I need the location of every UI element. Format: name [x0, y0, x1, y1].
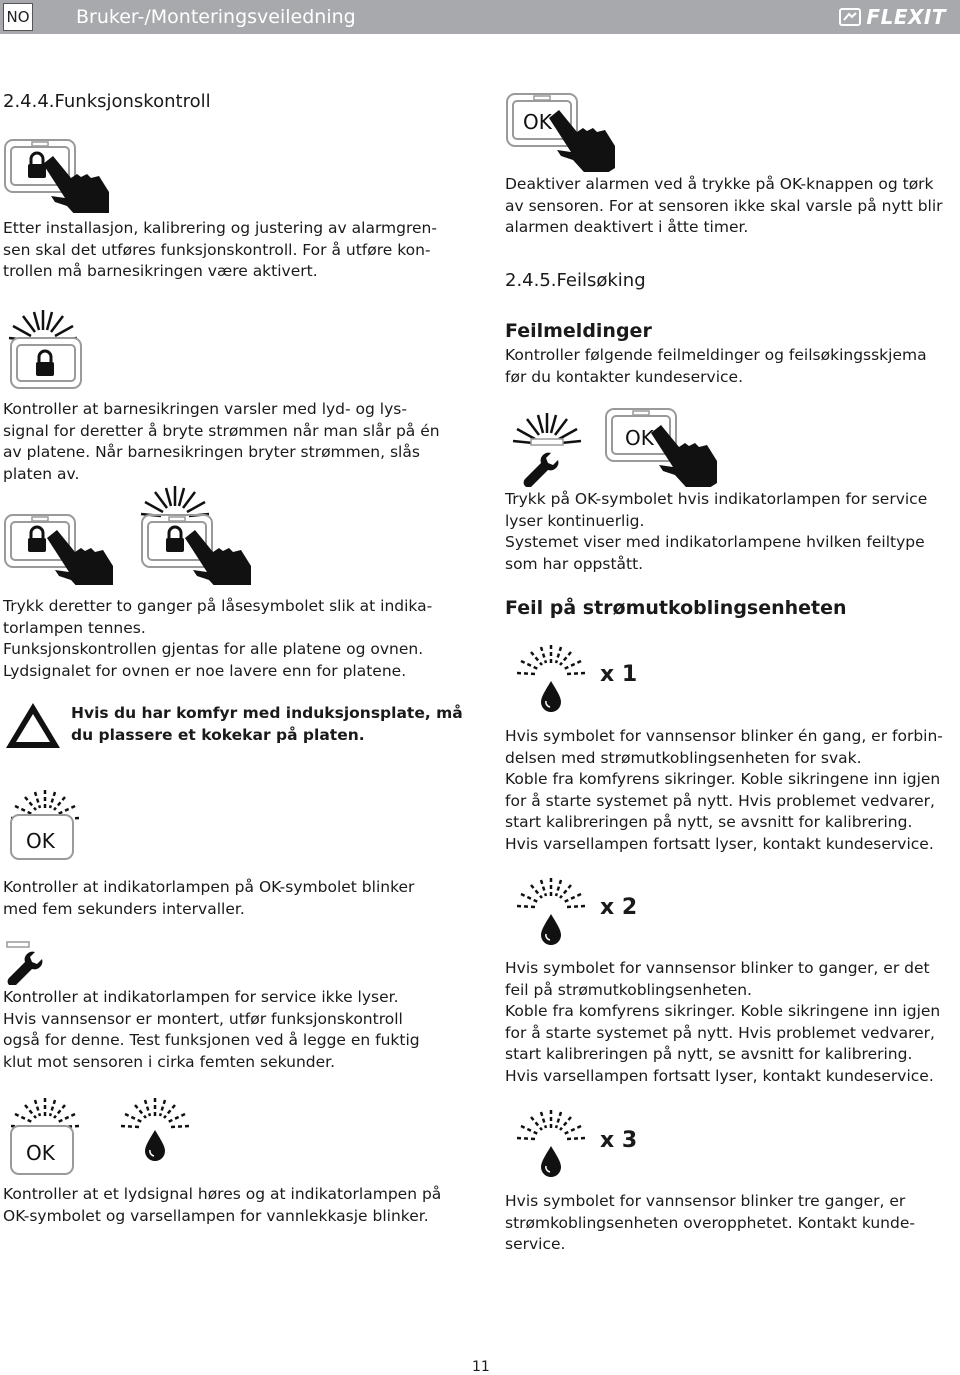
service-wrench-icon: [3, 940, 63, 985]
logo-text: FLEXIT: [866, 5, 946, 29]
ok-press-icon: [505, 92, 625, 172]
ok-label: OK: [26, 1141, 55, 1165]
page-number: 11: [472, 1359, 490, 1375]
lock-press-icon: [3, 138, 123, 213]
water-blink-three-icon: [505, 1102, 600, 1188]
paragraph-blink-three: Hvis symbolet for vannsensor blinker tre ganger, er strømkoblingsenheten overopphetet. Kontakt kunde- service.: [505, 1192, 915, 1253]
paragraph-deactivate-alarm: Deaktiver alarmen ved å trykke på OK-knappen og tørk av sensoren. For at sensoren ikke skal varsle på nytt blir alarmen deaktivert i åtte timer.: [505, 175, 943, 236]
paragraph-childlock-alarm: Kontroller at barnesikringen varsler med lyd- og lys- signal for deretter å bryte strømmen når man slår på én av platene. Når barnesikringen bryter strømmen, slås platen av.: [3, 400, 440, 483]
header-title: Bruker-/Monteringsveiledning: [76, 6, 356, 28]
paragraph-blink-twice: Hvis symbolet for vannsensor blinker to ganger, er det feil på strømutkoblingsenheten. Koble fra komfyrens sikringer. Koble sikringene inn igjen for å starte systemet på nytt. Hvis problemet vedvarer, start kalibreringen på nytt, se avsnitt for kalibrering. Hvis varsellampen fortsatt lyser, kontakt kundeservice.: [505, 959, 941, 1085]
ok-water-alarm-icon: [3, 1090, 203, 1178]
ok-label: OK: [523, 110, 552, 134]
warning-triangle-icon: [3, 700, 63, 752]
blink-count-3: x 3: [600, 1128, 638, 1153]
double-lock-press-icon: [3, 480, 268, 585]
paragraph-check-errors: Kontroller følgende feilmeldinger og feilsøkingsskjema før du kontakter kundeservice.: [505, 346, 927, 386]
ok-label: OK: [625, 426, 654, 450]
lock-alarm-icon: [3, 300, 103, 392]
page-header: [0, 0, 960, 34]
flexit-logo-icon: [839, 8, 861, 26]
section-title-funksjonskontroll: 2.4.4.Funksjonskontroll: [3, 91, 211, 112]
blink-count-2: x 2: [600, 895, 638, 920]
paragraph-service-lamp: Kontroller at indikatorlampen for service ikke lyser. Hvis vannsensor er montert, utfør funksjonskontroll også for denne. Test funksjonen ved å legge en fuktig klut mot sensoren i cirka femten sekunder.: [3, 988, 420, 1071]
heading-feilmeldinger: Feilmeldinger: [505, 320, 652, 342]
ok-label: OK: [26, 829, 55, 853]
paragraph-activate-childlock: Etter installasjon, kalibrering og justering av alarmgren- sen skal det utføres funksjonskontroll. For å utføre kon- trollen må barnesikringen være aktivert.: [3, 219, 437, 280]
paragraph-press-ok-service: Trykk på OK-symbolet hvis indikatorlampen for service lyser kontinuerlig. Systemet viser med indikatorlampene hvilken feiltype som har oppstått.: [505, 490, 928, 573]
ok-blink-icon: [3, 780, 93, 862]
paragraph-water-alarm-test: Kontroller at et lydsignal høres og at indikatorlampen på OK-symbolet og varsellampen for vannlekkasje blinker.: [3, 1185, 442, 1225]
blink-count-1: x 1: [600, 662, 638, 687]
water-blink-twice-icon: [505, 870, 600, 956]
brand-logo: [839, 6, 946, 28]
language-badge: NO: [3, 3, 33, 31]
paragraph-blink-once: Hvis symbolet for vannsensor blinker én gang, er forbin- delsen med strømutkoblingsenheten for svak. Koble fra komfyrens sikringer. Koble sikringene inn igjen for å starte systemet på nytt. Hvis problemet vedvarer, start kalibreringen på nytt, se avsnitt for kalibrering. Hvis varsellampen fortsatt lyser, kontakt kundeservice.: [505, 727, 943, 853]
service-ok-press-icon: [505, 405, 720, 487]
warning-induction: Hvis du har komfyr med induksjonsplate, må du plassere et kokekar på platen.: [71, 704, 463, 744]
heading-feil-stromutkobling: Feil på strømutkoblingsenheten: [505, 597, 847, 619]
paragraph-press-lock-twice: Trykk deretter to ganger på låsesymbolet slik at indika- torlampen tennes. Funksjonskontrollen gjentas for alle platene og ovnen. Lydsignalet for ovnen er noe lavere enn for platene.: [3, 597, 433, 680]
water-blink-once-icon: [505, 637, 600, 723]
section-title-feilsoking: 2.4.5.Feilsøking: [505, 270, 646, 291]
paragraph-ok-blink: Kontroller at indikatorlampen på OK-symbolet blinker med fem sekunders intervaller.: [3, 878, 415, 918]
